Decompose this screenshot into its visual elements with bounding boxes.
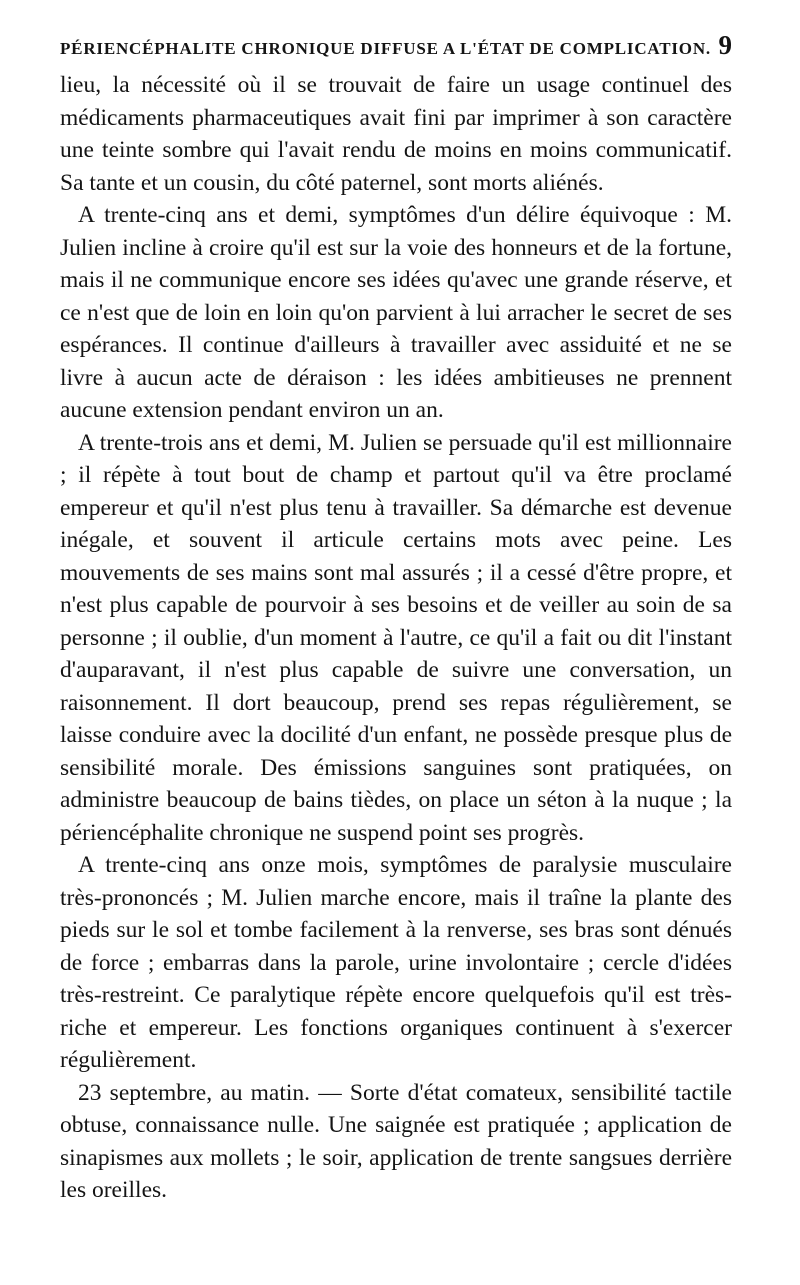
paragraph-millionnaire: A trente-trois ans et demi, M. Julien se persuade qu'il est millionnaire ; il répète à tout bout de champ et partout qu'il va être proclamé empereur et qu'il n'est plus tenu à travailler. Sa démarche est devenue inégale, et souvent il articule certains mots avec peine. Les mouvements de ses mains sont mal assurés ; il a cessé d'être propre, et n'est plus capable de pourvoir à ses besoins et de veiller au soin de sa personne ; il oublie, d'un moment à l'autre, ce qu'il a fait ou dit l'instant d'auparavant, il n'est plus capable de suivre une conversation, un raisonnement. Il dort beaucoup, prend ses repas régulièrement, se laisse conduire avec la docilité d'un enfant, ne possède presque plus de sensibilité morale. Des émissions sanguines sont pratiquées, on administre beaucoup de bains tièdes, on place un séton à la nuque ; la périencéphalite chronique ne suspend point ses progrès. <box>60 429 732 846</box>
paragraph-continuation: lieu, la nécessité où il se trouvait de faire un usage continuel des médicaments pharmaceutiques avait fini par imprimer à son caractère une teinte sombre qui l'avait rendu de moins en moins communicatif. Sa tante et un cousin, du côté paternel, sont morts aliénés. <box>60 72 732 196</box>
body-text <box>60 69 732 1207</box>
paragraph-23-septembre: 23 septembre, au matin. — Sorte d'état comateux, sensibilité tactile obtuse, connaissance nulle. Une saignée est pratiquée ; application de sinapismes aux mollets ; le soir, application de trente sangsues derrière les oreilles. <box>60 1079 732 1203</box>
running-title: PÉRIENCÉPHALITE CHRONIQUE DIFFUSE A L'ÉTAT DE COMPLICATION. <box>60 39 711 58</box>
paragraph-paralysie: A trente-cinq ans onze mois, symptômes de paralysie musculaire très-prononcés ; M. Julien marche encore, mais il traîne la plante des pieds sur le sol et tombe facilement à la renverse, ses bras sont dénués de force ; embarras dans la parole, urine involontaire ; cercle d'idées très-restreint. Ce paralytique répète encore quelquefois qu'il est très-riche et empereur. Les fonctions organiques continuent à s'exercer régulièrement. <box>60 852 732 1073</box>
paragraph-delire-equivoque: A trente-cinq ans et demi, symptômes d'un délire équivoque : M. Julien incline à croire qu'il est sur la voie des honneurs et de la fortune, mais il ne communique encore ses idées qu'avec une grande réserve, et ce n'est que de loin en loin qu'on parvient à lui arracher le secret de ses espérances. Il continue d'ailleurs à travailler avec assiduité et ne se livre à aucun acte de déraison : les idées ambitieuses ne prennent aucune extension pendant environ un an. <box>60 202 732 423</box>
page-number: 9 <box>718 30 732 60</box>
running-head <box>60 30 732 61</box>
